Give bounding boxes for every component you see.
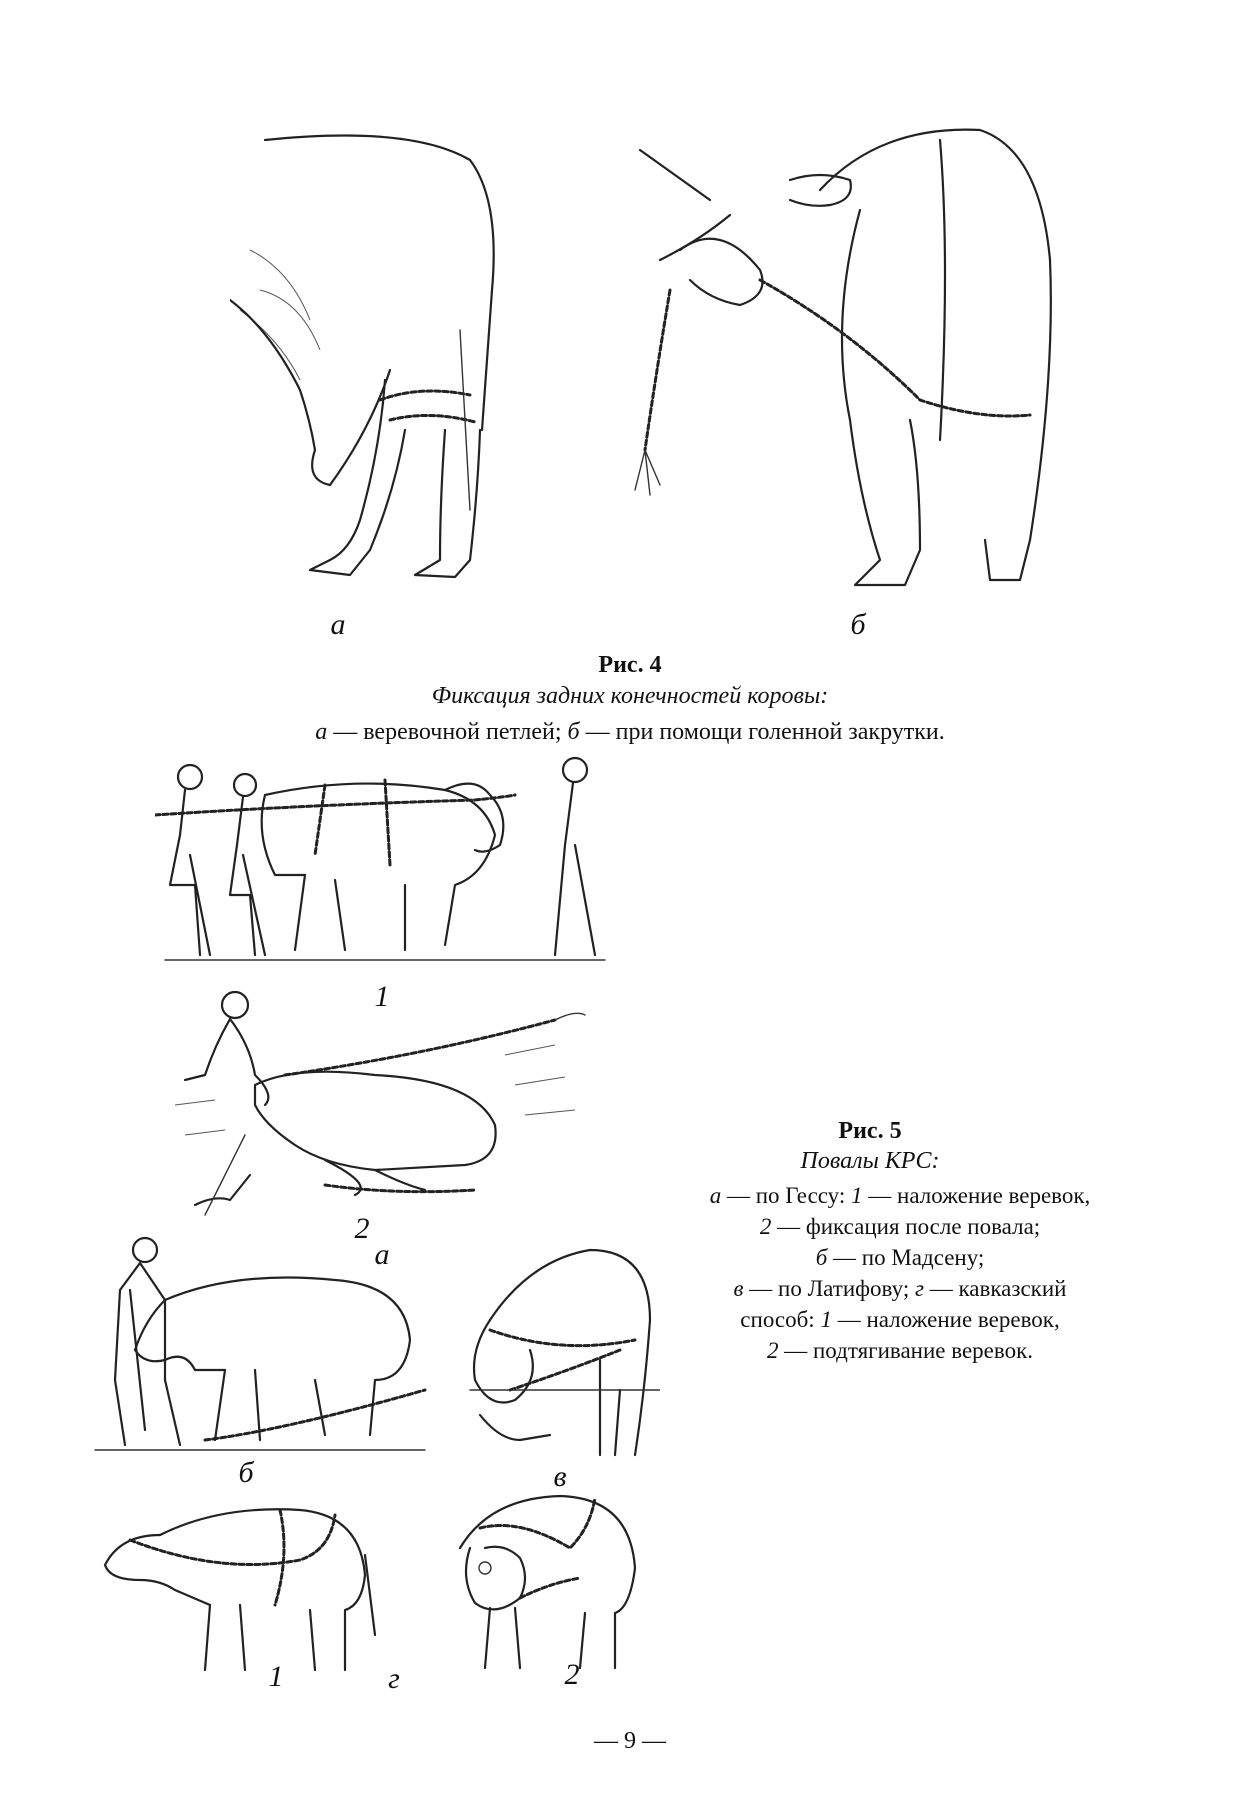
fig5g-num-1: 1 (268, 1660, 284, 1693)
fig5b-label: б (238, 1456, 254, 1489)
fig5v-illustration (450, 1240, 660, 1465)
fig5-legend (660, 1180, 1140, 1366)
fig5a2-illustration (175, 985, 605, 1235)
fig4-caption-a-text: — веревочной петлей; (327, 719, 568, 745)
fig4b-illustration (620, 120, 1060, 600)
fig5v-label: в (553, 1460, 567, 1493)
fig5a-label: а (374, 1238, 390, 1271)
page-number: — 9 — (594, 1728, 666, 1754)
fig5-legend-line-3: б — по Мадсену; (815, 1245, 985, 1270)
fig5-subtitle: Повалы КРС: (800, 1148, 940, 1174)
fig5g-label: г (388, 1662, 400, 1695)
fig5-legend-line-1: а — по Гессу: 1 — наложение веревок, (709, 1183, 1091, 1208)
fig5-title: Рис. 5 (838, 1118, 902, 1144)
fig5-legend-line-4: в — по Латифову; г — кавказский (733, 1276, 1067, 1301)
fig5a-num-2: 2 (354, 1212, 370, 1245)
fig5a1-illustration (155, 755, 615, 975)
fig4a-illustration (230, 130, 510, 590)
fig5g1-illustration (100, 1495, 380, 1685)
fig5b-illustration (85, 1230, 430, 1460)
fig5g-num-2: 2 (564, 1658, 580, 1691)
fig4-caption-b-letter: б (567, 719, 580, 745)
fig5-legend-line-2: 2 — фиксация после повала; (759, 1214, 1041, 1239)
fig5a-num-1: 1 (374, 980, 390, 1013)
fig5-legend-line-6: 2 — подтягивание веревок. (766, 1338, 1034, 1363)
fig4-caption-b-text: — при помощи голенной закрутки. (579, 719, 945, 745)
fig5-legend-line-5: способ: 1 — наложение веревок, (740, 1307, 1060, 1332)
fig4b-label: б (850, 608, 866, 641)
fig4-caption-a-letter: а (315, 719, 328, 745)
fig4-title: Рис. 4 (598, 652, 662, 678)
fig4-caption (0, 717, 1260, 748)
fig4-subtitle: Фиксация задних конечностей коровы: (431, 683, 829, 709)
fig5g2-illustration (430, 1488, 650, 1678)
fig4a-label: а (330, 608, 346, 641)
